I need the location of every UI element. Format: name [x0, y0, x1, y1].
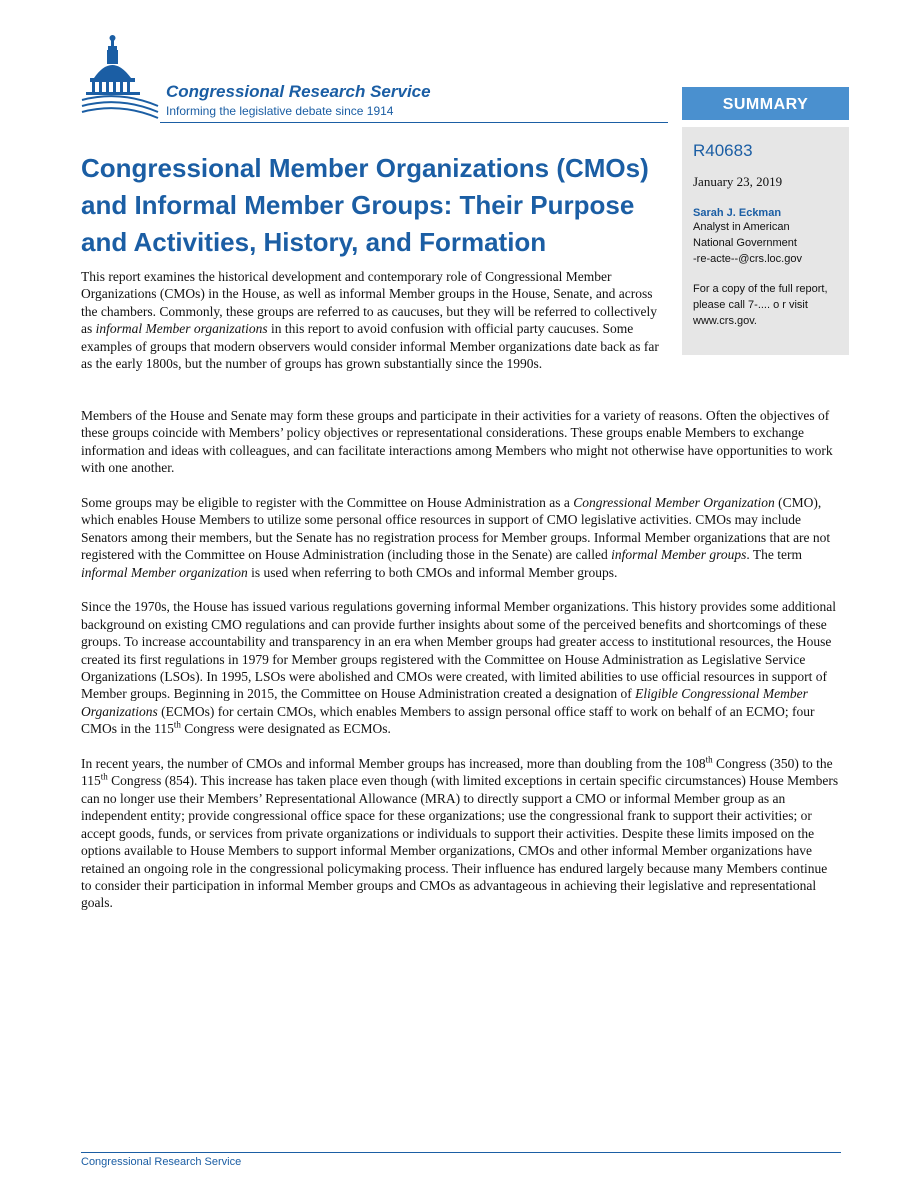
emphasis: informal Member groups	[611, 547, 747, 563]
text-run: in this report to avoid confusion with official party caucuses. Some examples of groups that modern observers would consider informal Member organizations date back as far as the early 1800s, but the number of groups has grown substantially since the 1990s.	[81, 321, 659, 372]
ordinal-suffix: th	[173, 719, 181, 730]
emphasis: informal Member organization	[81, 564, 248, 580]
report-date: January 23, 2019	[693, 174, 783, 189]
org-name: Congressional Research Service	[166, 82, 431, 101]
author-title-line: National Government	[693, 237, 797, 249]
header-divider	[160, 122, 668, 123]
copy-note-line: For a copy of the full report,	[693, 283, 828, 295]
org-tagline: Informing the legislative debate since 1914	[166, 104, 394, 118]
copy-note	[693, 281, 841, 329]
ordinal-suffix: th	[100, 771, 108, 782]
summary-sidebar	[682, 127, 849, 355]
emphasis: Eligible Congressional Member Organizations	[81, 686, 808, 719]
title-line: and Informal Member Groups: Their Purpose	[81, 190, 635, 220]
summary-tab: SUMMARY	[682, 87, 849, 120]
text-run: (ECMOs) for certain CMOs, which enables Members to assign personal office staff to work on behalf of an ECMO; four CMOs in the 115	[81, 703, 815, 737]
author-title-line: Analyst in American	[693, 221, 790, 233]
report-number: R40683	[693, 141, 753, 160]
author-email: -re-acte--@crs.loc.gov	[693, 253, 802, 265]
title-line: and Activities, History, and Formation	[81, 227, 547, 257]
body-paragraph	[81, 598, 841, 737]
ordinal-suffix: th	[705, 754, 713, 765]
emphasis: informal Member organizations	[95, 321, 268, 337]
body-paragraph	[81, 755, 841, 912]
text-run: Congress were designated as ECMOs.	[180, 721, 391, 737]
report-title	[81, 150, 671, 261]
footer-org-name: Congressional Research Service	[81, 1156, 242, 1168]
text-run: is used when referring to both CMOs and informal Member groups.	[247, 564, 618, 580]
footer-divider	[81, 1152, 841, 1153]
emphasis: Congressional Member Organization	[573, 495, 775, 511]
intro-paragraph	[81, 268, 661, 372]
text-run: (CMO), which enables House Members to utilize some personal office resources in support of CMO legislative activities. CMOs may include Senators among their members, but the Senate has no registration process for Member groups. Informal Member organizations that are not registered with the Committee on House Administration (including those in the Senate) are called	[81, 495, 831, 563]
text-run: In recent years, the number of CMOs and informal Member groups has increased, more than doubling from the 108	[81, 756, 706, 772]
body-paragraph: Members of the House and Senate may form these groups and participate in their activities for a variety of reasons. Often the objectives of these groups coincide with Members’ policy objectives or representational considerations. These groups enable Members to exchange information and ideas with colleagues, and can facilitate interactions among Members who might not otherwise have opportunities to work with one another.	[81, 408, 833, 476]
text-run: Congress (854). This increase has taken place even though (with limited exceptions in certain specific circumstances) House Members can no longer use their Members’ Representational Allowance (MRA) to directly support a CMO or informal Member group as an independent entity; provide congressional office space for these organizations; use the congressional frank to support their activities; or accept goods, funds, or services from private organizations or individuals to support their activities. Despite these limits imposed on the options available to House Members to support informal Member organizations, CMOs and other informal Member organizations have retained an ongoing role in the congressional policymaking process. Their influence has endured largely because many Members continue to consider their participation in informal Member groups and CMOs as advantageous in achieving their legislative and representational goals.	[81, 773, 839, 911]
text-run: Some groups may be eligible to register with the Committee on House Administration as a	[81, 495, 574, 511]
text-run: This report examines the historical development and contemporary role of Congressional Member Organizations (CMOs) in the House, as well as informal Member groups in the House, Senate, and across the chambers. Commonly, these groups are referred to as caucuses, but they will be referred to collectively as	[81, 269, 658, 337]
title-line: Congressional Member Organizations (CMOs)	[81, 153, 649, 183]
crs-logo	[80, 34, 670, 124]
copy-note-line: www.crs.gov.	[693, 315, 757, 327]
capitol-dome-icon	[80, 34, 162, 122]
summary-body	[81, 407, 841, 929]
body-paragraph	[81, 494, 841, 581]
copy-note-line: please call 7-.... o r visit	[693, 299, 808, 311]
text-run: Since the 1970s, the House has issued various regulations governing informal Member organizations. This history provides some additional background on existing CMO regulations and can provide further insights about some of the perceived benefits and shortcomings of these groups. To increase accountability and transparency in an era when Member groups had greater access to institutional resources, the House created its first regulations in 1979 for Member groups registered with the Committee on House Administration as Legislative Service Organizations (LSOs). In 1995, LSOs were abolished and CMOs were created, with limited abilities to use official resources in support of Member groups. Beginning in 2015, the Committee on House Administration created a designation of	[81, 599, 836, 702]
author-name: Sarah J. Eckman	[693, 207, 782, 219]
text-run: . The term	[746, 547, 802, 563]
text-run: Congress (350) to the 115	[81, 756, 833, 789]
